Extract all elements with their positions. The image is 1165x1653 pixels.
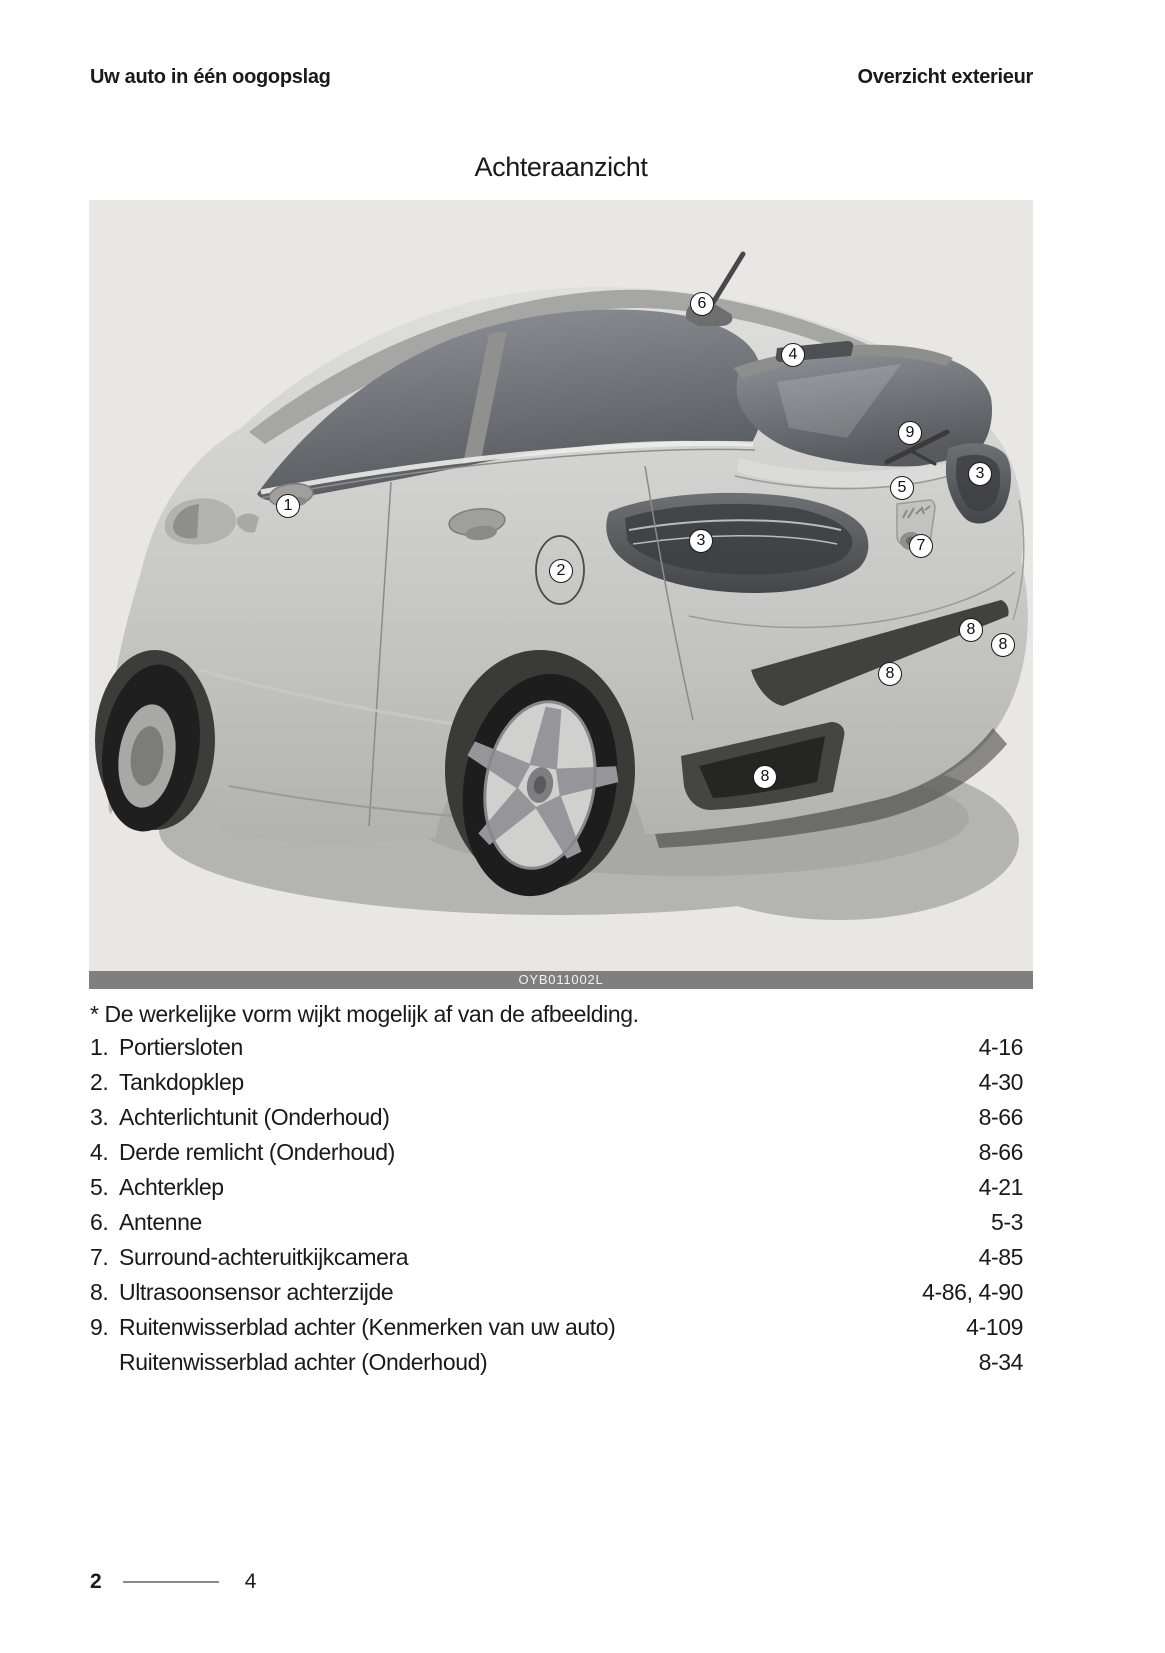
- legend-label: Tankdopklep: [119, 1069, 244, 1095]
- page-footer: [90, 1570, 256, 1594]
- legend-row: [90, 1030, 1023, 1065]
- header-chapter-title: Overzicht exterieur: [857, 66, 1033, 88]
- callout-8: 8: [959, 618, 983, 642]
- page-title: Achteraanzicht: [474, 152, 648, 182]
- callout-9: 9: [898, 421, 922, 445]
- callout-1: 1: [276, 494, 300, 518]
- legend-page-ref: 4-85: [978, 1244, 1023, 1270]
- legend-number: 7.: [90, 1244, 109, 1270]
- legend-number: 9.: [90, 1314, 109, 1340]
- legend-row: [90, 1275, 1023, 1310]
- legend-label: Antenne: [119, 1209, 202, 1235]
- legend-label: Surround-achteruitkijkcamera: [119, 1244, 409, 1270]
- legend-row: [90, 1345, 1023, 1380]
- header-section-title: Uw auto in één oogopslag: [90, 66, 331, 88]
- legend-page-ref: 8-66: [978, 1104, 1023, 1130]
- legend-number: 8.: [90, 1279, 109, 1305]
- legend-label: Achterklep: [119, 1174, 224, 1200]
- legend-number: 3.: [90, 1104, 109, 1130]
- car-illustration: [89, 200, 1033, 971]
- figure-canvas: [89, 200, 1033, 971]
- footer-divider: [123, 1581, 219, 1583]
- callout-5: 5: [890, 476, 914, 500]
- legend-number: 2.: [90, 1069, 109, 1095]
- callout-2: 2: [549, 559, 573, 583]
- footer-page-number: 4: [244, 1570, 257, 1593]
- legend-row: [90, 1100, 1023, 1135]
- legend-page-ref: 8-66: [978, 1139, 1023, 1165]
- legend-page-ref: 4-30: [978, 1069, 1023, 1095]
- legend-row: [90, 1240, 1023, 1275]
- legend-number: 4.: [90, 1139, 109, 1165]
- legend-page-ref: 8-34: [978, 1349, 1023, 1375]
- legend-page-ref: 4-16: [978, 1034, 1023, 1060]
- figure: [89, 200, 1033, 989]
- legend-row: [90, 1170, 1023, 1205]
- figure-disclaimer: * De werkelijke vorm wijkt mogelijk af van de afbeelding.: [90, 1001, 639, 1027]
- legend-number: 6.: [90, 1209, 109, 1235]
- legend-label: Ruitenwisserblad achter (Onderhoud): [119, 1349, 488, 1375]
- legend-page-ref: 5-3: [990, 1209, 1023, 1235]
- legend-row: [90, 1310, 1023, 1345]
- footer-chapter-number: 2: [90, 1570, 102, 1593]
- legend-page-ref: 4-21: [978, 1174, 1023, 1200]
- legend-number: 5.: [90, 1174, 109, 1200]
- callout-6: 6: [690, 292, 714, 316]
- legend-label: Derde remlicht (Onderhoud): [119, 1139, 395, 1165]
- callout-4: 4: [781, 343, 805, 367]
- legend-row: [90, 1065, 1023, 1100]
- callout-8: 8: [991, 633, 1015, 657]
- legend-row: [90, 1205, 1023, 1240]
- legend-list: [90, 1030, 1023, 1380]
- callout-8: 8: [878, 662, 902, 686]
- callout-7: 7: [909, 534, 933, 558]
- legend-label: Ruitenwisserblad achter (Kenmerken van uw auto): [119, 1314, 616, 1340]
- legend-number: 1.: [90, 1034, 109, 1060]
- legend-label: Ultrasoonsensor achterzijde: [119, 1279, 394, 1305]
- legend-page-ref: 4-86, 4-90: [922, 1279, 1023, 1305]
- callout-3: 3: [968, 462, 992, 486]
- callout-8: 8: [753, 765, 777, 789]
- callout-3: 3: [689, 529, 713, 553]
- legend-row: [90, 1135, 1023, 1170]
- legend-label: Portiersloten: [119, 1034, 243, 1060]
- figure-caption: OYB011002L: [89, 971, 1033, 989]
- legend-label: Achterlichtunit (Onderhoud): [119, 1104, 390, 1130]
- legend-page-ref: 4-109: [966, 1314, 1023, 1340]
